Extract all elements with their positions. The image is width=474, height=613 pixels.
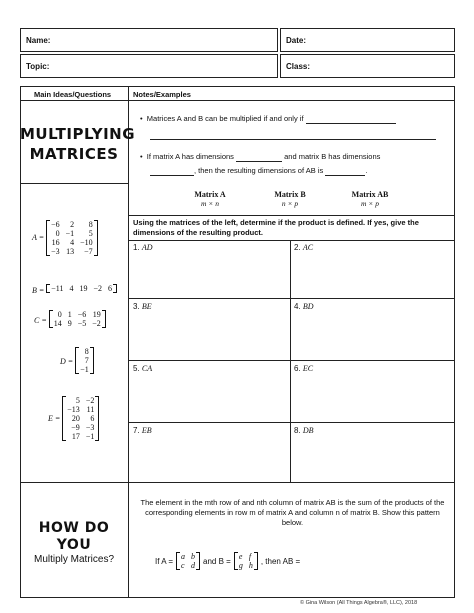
class-label: Class: (286, 62, 311, 71)
problem-2[interactable]: 2. AC (294, 243, 314, 252)
dim-b-name: Matrix B (274, 190, 306, 199)
pattern-text: The element in the mth row of and nth column of matrix AB is the sum of the products of the corresponding elements in row m of matrix A and column n of matrix B. Show this pattern below. (140, 498, 445, 527)
how-line-1: HOW DO YOU (38, 520, 110, 553)
grid-bottom (20, 482, 455, 483)
main-ideas-header: Main Ideas/Questions (34, 90, 112, 99)
matrix-b: B = −11 4 19 −2 6 (32, 284, 117, 295)
bullet-2-text: If matrix A has dimensions (146, 152, 234, 161)
problem-1[interactable]: 1. AD (133, 243, 153, 252)
name-label: Name: (26, 36, 51, 45)
dim-a-name: Matrix A (194, 190, 226, 199)
topic-label: Topic: (26, 62, 50, 71)
notes-examples-header: Notes/Examples (133, 90, 191, 99)
matrix-b-label: B = (32, 286, 45, 295)
dim-a-size: m × n (201, 199, 219, 208)
grid-row-2 (128, 298, 455, 299)
grid-top (128, 240, 455, 241)
column-divider (128, 86, 129, 598)
dim-ab-name: Matrix AB (351, 190, 389, 199)
dim-a (180, 190, 240, 208)
class-field[interactable] (280, 54, 455, 78)
bullet-1-text: Matrices A and B can be multiplied if and only if (146, 114, 304, 123)
problem-3[interactable]: 3. BE (133, 302, 152, 311)
problem-7[interactable]: 7. EB (133, 426, 152, 435)
page-title (20, 124, 136, 164)
instructions-divider (128, 215, 455, 216)
matrix-a: A = −6 2 8 0 −1 5 16 4 −10 −3 13 −7 (32, 220, 98, 258)
bullet-2-end: , then the resulting dimensions of AB is (194, 166, 324, 175)
if-a-label: If A = (155, 556, 174, 566)
copyright-footer: © Gina Wilson (All Things Algebra®, LLC), 2018 (300, 600, 418, 606)
grid-row-4 (128, 422, 455, 423)
dim-b (260, 190, 320, 208)
topic-field[interactable] (20, 54, 278, 78)
then-ab-label: , then AB = (260, 556, 301, 566)
instructions-text: Using the matrices of the left, determine if the product is defined. If yes, give the dimensions of the resulting product. (133, 218, 419, 237)
matrix-c: C = 0 1 −6 19 14 9 −5 −2 (34, 310, 106, 330)
bullet-2-mid: and matrix B has dimensions (284, 152, 381, 161)
column-header-divider (20, 100, 455, 101)
problem-8[interactable]: 8. DB (294, 426, 314, 435)
title-line-1: MULTIPLYING (20, 125, 136, 143)
matrix-e: E = 5 −2 −13 11 20 6 −9 −3 17 −1 (48, 396, 99, 443)
pattern-formula: If A = a b c d and B = e f g h , then AB = (155, 552, 301, 570)
bullet-1: • Matrices A and B can be multiplied if and only if (140, 114, 450, 140)
title-line-2: MATRICES (29, 145, 119, 163)
bullet-2: • If matrix A has dimensions and matrix B has dimensions , then the resulting dimensions of AB is . (140, 152, 381, 175)
grid-mid-vertical (290, 240, 291, 482)
matrix-a-label: A = (32, 233, 45, 242)
problem-4[interactable]: 4. BD (294, 302, 314, 311)
left-divider-1 (20, 183, 128, 184)
grid-row-3 (128, 360, 455, 361)
name-field[interactable] (20, 28, 278, 52)
date-label: Date: (286, 36, 307, 45)
matrix-e-label: E = (48, 414, 61, 423)
dim-b-size: n × p (281, 199, 299, 208)
matrix-d-label: D = (60, 357, 74, 366)
dim-ab-size: m × p (361, 199, 379, 208)
date-field[interactable] (280, 28, 455, 52)
matrix-c-label: C = (34, 316, 47, 325)
how-do-you-heading (20, 520, 128, 565)
matrix-d: D = 8 7 −1 (60, 347, 94, 376)
dim-ab (340, 190, 400, 208)
and-b-label: and B = (203, 556, 231, 566)
problem-6[interactable]: 6. EC (294, 364, 314, 373)
problem-5[interactable]: 5. CA (133, 364, 153, 373)
how-line-2: Multiply Matrices? (33, 554, 115, 565)
